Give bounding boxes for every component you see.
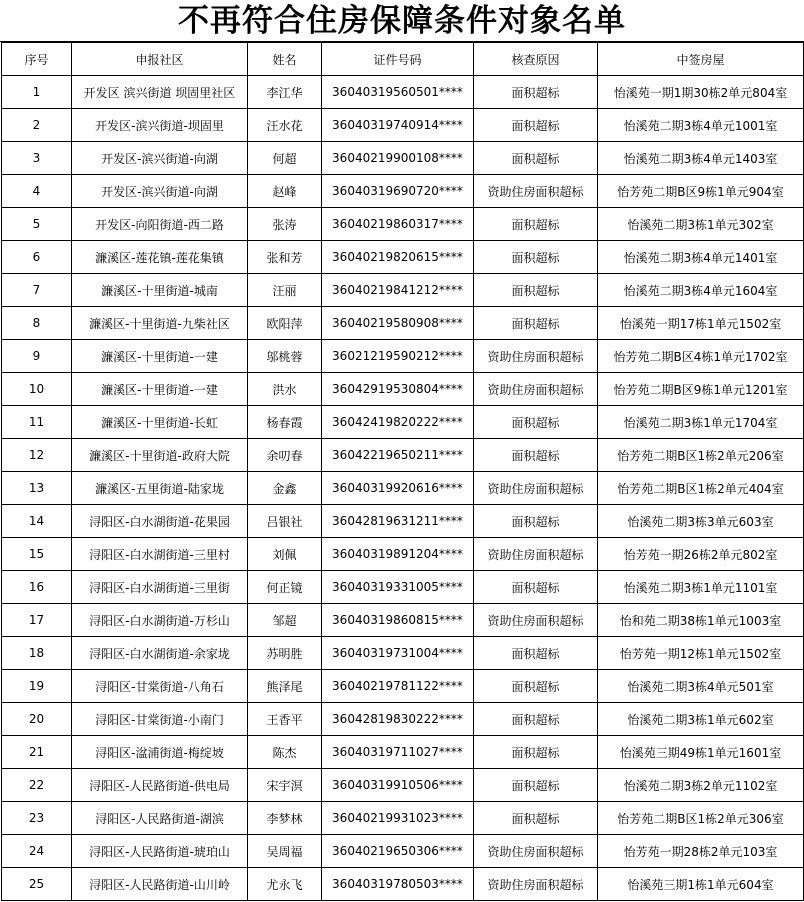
document-title: 不再符合住房保障条件对象名单 <box>0 0 804 42</box>
cell-id-number: 36021219590212**** <box>322 340 474 373</box>
table-row <box>2 373 804 406</box>
cell-id-number: 36040219820615**** <box>322 241 474 274</box>
table-row <box>2 340 804 373</box>
cell-seq: 2 <box>2 109 72 142</box>
cell-name: 宋宇溟 <box>248 769 322 802</box>
cell-community: 濂溪区-莲花镇-莲花集镇 <box>72 241 248 274</box>
table-row <box>2 175 804 208</box>
header-house: 中签房屋 <box>598 43 804 76</box>
cell-id-number: 36040319740914**** <box>322 109 474 142</box>
cell-house: 怡溪苑一期1期30栋2单元804室 <box>598 76 804 109</box>
table-row <box>2 670 804 703</box>
table-row <box>2 868 804 901</box>
cell-id-number: 36040319920616**** <box>322 472 474 505</box>
cell-id-number: 36040219650306**** <box>322 835 474 868</box>
cell-reason: 资助住房面积超标 <box>474 175 598 208</box>
table-row <box>2 802 804 835</box>
header-seq: 序号 <box>2 43 72 76</box>
cell-name: 何超 <box>248 142 322 175</box>
cell-community: 开发区 滨兴街道 坝固里社区 <box>72 76 248 109</box>
cell-name: 吕银社 <box>248 505 322 538</box>
cell-name: 李梦林 <box>248 802 322 835</box>
cell-reason: 资助住房面积超标 <box>474 373 598 406</box>
cell-id-number: 36040219781122**** <box>322 670 474 703</box>
cell-seq: 8 <box>2 307 72 340</box>
cell-reason: 资助住房面积超标 <box>474 538 598 571</box>
cell-house: 怡溪苑二期3栋2单元1102室 <box>598 769 804 802</box>
cell-id-number: 36040319331005**** <box>322 571 474 604</box>
table-row <box>2 439 804 472</box>
table-row <box>2 307 804 340</box>
cell-name: 陈杰 <box>248 736 322 769</box>
cell-community: 浔阳区-人民路街道-琥珀山 <box>72 835 248 868</box>
cell-house: 怡溪苑二期3栋4单元1001室 <box>598 109 804 142</box>
table-header <box>2 43 804 76</box>
cell-community: 濂溪区-十里街道-一建 <box>72 340 248 373</box>
cell-seq: 21 <box>2 736 72 769</box>
cell-community: 开发区-滨兴街道-坝固里 <box>72 109 248 142</box>
cell-community: 开发区-向阳街道-西二路 <box>72 208 248 241</box>
cell-seq: 22 <box>2 769 72 802</box>
cell-house: 怡芳苑二期B区4栋1单元1702室 <box>598 340 804 373</box>
cell-id-number: 36040219860317**** <box>322 208 474 241</box>
cell-seq: 13 <box>2 472 72 505</box>
table-row <box>2 604 804 637</box>
cell-reason: 面积超标 <box>474 274 598 307</box>
cell-reason: 面积超标 <box>474 439 598 472</box>
cell-reason: 资助住房面积超标 <box>474 868 598 901</box>
table-row <box>2 274 804 307</box>
cell-reason: 面积超标 <box>474 307 598 340</box>
cell-seq: 10 <box>2 373 72 406</box>
cell-id-number: 36042419820222**** <box>322 406 474 439</box>
cell-community: 浔阳区-人民路街道-山川岭 <box>72 868 248 901</box>
table-row <box>2 142 804 175</box>
header-name: 姓名 <box>248 43 322 76</box>
table-row <box>2 76 804 109</box>
cell-id-number: 36040319731004**** <box>322 637 474 670</box>
cell-community: 濂溪区-十里街道-政府大院 <box>72 439 248 472</box>
cell-community: 浔阳区-白水湖街道-三里街 <box>72 571 248 604</box>
cell-name: 邬桃蓉 <box>248 340 322 373</box>
cell-seq: 9 <box>2 340 72 373</box>
cell-house: 怡溪苑二期3栋4单元1403室 <box>598 142 804 175</box>
cell-id-number: 36040319910506**** <box>322 769 474 802</box>
cell-name: 尤永飞 <box>248 868 322 901</box>
cell-house: 怡溪苑二期3栋1单元602室 <box>598 703 804 736</box>
cell-community: 浔阳区-湓浦街道-梅绽坡 <box>72 736 248 769</box>
cell-id-number: 36042819830222**** <box>322 703 474 736</box>
cell-seq: 15 <box>2 538 72 571</box>
cell-reason: 资助住房面积超标 <box>474 604 598 637</box>
cell-seq: 7 <box>2 274 72 307</box>
cell-house: 怡芳苑二期B区9栋1单元1201室 <box>598 373 804 406</box>
cell-house: 怡溪苑一期17栋1单元1502室 <box>598 307 804 340</box>
cell-seq: 3 <box>2 142 72 175</box>
cell-id-number: 36040319780503**** <box>322 868 474 901</box>
cell-id-number: 36040319860815**** <box>322 604 474 637</box>
cell-name: 洪水 <box>248 373 322 406</box>
cell-house: 怡芳苑一期28栋2单元103室 <box>598 835 804 868</box>
cell-community: 浔阳区-甘棠街道-小南门 <box>72 703 248 736</box>
cell-id-number: 36040219900108**** <box>322 142 474 175</box>
cell-name: 汪水花 <box>248 109 322 142</box>
cell-house: 怡溪苑二期3栋1单元1101室 <box>598 571 804 604</box>
cell-reason: 资助住房面积超标 <box>474 472 598 505</box>
cell-community: 开发区-滨兴街道-向湖 <box>72 142 248 175</box>
cell-name: 苏明胜 <box>248 637 322 670</box>
cell-name: 李江华 <box>248 76 322 109</box>
cell-id-number: 36040319891204**** <box>322 538 474 571</box>
cell-house: 怡溪苑三期1栋1单元604室 <box>598 868 804 901</box>
cell-seq: 19 <box>2 670 72 703</box>
cell-seq: 1 <box>2 76 72 109</box>
cell-community: 浔阳区-白水湖街道-万杉山 <box>72 604 248 637</box>
cell-community: 浔阳区-白水湖街道-花果园 <box>72 505 248 538</box>
cell-id-number: 36042919530804**** <box>322 373 474 406</box>
cell-community: 濂溪区-五里街道-陆家垅 <box>72 472 248 505</box>
table-body <box>2 76 804 901</box>
cell-reason: 面积超标 <box>474 505 598 538</box>
cell-name: 张涛 <box>248 208 322 241</box>
cell-house: 怡和苑二期38栋1单元1003室 <box>598 604 804 637</box>
cell-reason: 面积超标 <box>474 208 598 241</box>
cell-community: 浔阳区-白水湖街道-三里村 <box>72 538 248 571</box>
cell-reason: 面积超标 <box>474 76 598 109</box>
cell-seq: 18 <box>2 637 72 670</box>
table-row <box>2 835 804 868</box>
header-row <box>2 43 804 76</box>
table-row <box>2 703 804 736</box>
cell-reason: 面积超标 <box>474 241 598 274</box>
cell-community: 浔阳区-甘棠街道-八角石 <box>72 670 248 703</box>
cell-reason: 面积超标 <box>474 802 598 835</box>
cell-reason: 面积超标 <box>474 670 598 703</box>
cell-id-number: 36040219841212**** <box>322 274 474 307</box>
table-row <box>2 769 804 802</box>
cell-name: 王香平 <box>248 703 322 736</box>
cell-name: 张和芳 <box>248 241 322 274</box>
cell-seq: 24 <box>2 835 72 868</box>
cell-seq: 25 <box>2 868 72 901</box>
cell-house: 怡溪苑二期3栋1单元302室 <box>598 208 804 241</box>
header-id-number: 证件号码 <box>322 43 474 76</box>
cell-reason: 资助住房面积超标 <box>474 340 598 373</box>
cell-name: 熊泽尾 <box>248 670 322 703</box>
cell-community: 濂溪区-十里街道-城南 <box>72 274 248 307</box>
cell-seq: 17 <box>2 604 72 637</box>
cell-seq: 20 <box>2 703 72 736</box>
cell-name: 赵峰 <box>248 175 322 208</box>
cell-house: 怡芳苑一期26栋2单元802室 <box>598 538 804 571</box>
header-community: 申报社区 <box>72 43 248 76</box>
cell-house: 怡溪苑二期3栋4单元1401室 <box>598 241 804 274</box>
cell-seq: 12 <box>2 439 72 472</box>
cell-community: 濂溪区-十里街道-一建 <box>72 373 248 406</box>
table-row <box>2 109 804 142</box>
cell-community: 浔阳区-白水湖街道-余家垅 <box>72 637 248 670</box>
table-row <box>2 637 804 670</box>
header-reason: 核查原因 <box>474 43 598 76</box>
cell-reason: 面积超标 <box>474 769 598 802</box>
cell-community: 浔阳区-人民路街道-供电局 <box>72 769 248 802</box>
cell-seq: 16 <box>2 571 72 604</box>
cell-id-number: 36042219650211**** <box>322 439 474 472</box>
cell-community: 濂溪区-十里街道-长虹 <box>72 406 248 439</box>
cell-seq: 11 <box>2 406 72 439</box>
cell-house: 怡芳苑二期B区9栋1单元904室 <box>598 175 804 208</box>
cell-name: 何正镜 <box>248 571 322 604</box>
cell-name: 欧阳萍 <box>248 307 322 340</box>
cell-name: 余叨春 <box>248 439 322 472</box>
cell-reason: 面积超标 <box>474 736 598 769</box>
cell-reason: 面积超标 <box>474 637 598 670</box>
cell-name: 吴周福 <box>248 835 322 868</box>
cell-reason: 资助住房面积超标 <box>474 835 598 868</box>
cell-reason: 面积超标 <box>474 571 598 604</box>
cell-seq: 6 <box>2 241 72 274</box>
cell-name: 杨春霞 <box>248 406 322 439</box>
table-row <box>2 505 804 538</box>
cell-id-number: 36040219580908**** <box>322 307 474 340</box>
cell-id-number: 36042819631211**** <box>322 505 474 538</box>
cell-community: 濂溪区-十里街道-九柴社区 <box>72 307 248 340</box>
cell-community: 浔阳区-人民路街道-湖滨 <box>72 802 248 835</box>
table-row <box>2 406 804 439</box>
cell-seq: 14 <box>2 505 72 538</box>
table-row <box>2 472 804 505</box>
cell-id-number: 36040319690720**** <box>322 175 474 208</box>
table-row <box>2 241 804 274</box>
cell-house: 怡溪苑二期3栋4单元1604室 <box>598 274 804 307</box>
cell-id-number: 36040319711027**** <box>322 736 474 769</box>
cell-house: 怡芳苑一期12栋1单元1502室 <box>598 637 804 670</box>
table-row <box>2 736 804 769</box>
cell-name: 金鑫 <box>248 472 322 505</box>
cell-house: 怡芳苑二期B区1栋2单元404室 <box>598 472 804 505</box>
cell-community: 开发区-滨兴街道-向湖 <box>72 175 248 208</box>
cell-house: 怡溪苑二期3栋1单元1704室 <box>598 406 804 439</box>
table-row <box>2 538 804 571</box>
cell-name: 汪丽 <box>248 274 322 307</box>
cell-reason: 面积超标 <box>474 142 598 175</box>
cell-reason: 面积超标 <box>474 109 598 142</box>
cell-reason: 面积超标 <box>474 703 598 736</box>
cell-id-number: 36040319560501**** <box>322 76 474 109</box>
table-row <box>2 571 804 604</box>
cell-name: 邹超 <box>248 604 322 637</box>
table-row <box>2 208 804 241</box>
cell-house: 怡溪苑三期49栋1单元1601室 <box>598 736 804 769</box>
roster-table <box>1 42 804 901</box>
cell-house: 怡芳苑二期B区1栋2单元306室 <box>598 802 804 835</box>
cell-house: 怡溪苑二期3栋3单元603室 <box>598 505 804 538</box>
cell-seq: 4 <box>2 175 72 208</box>
cell-seq: 5 <box>2 208 72 241</box>
cell-name: 刘佩 <box>248 538 322 571</box>
cell-reason: 面积超标 <box>474 406 598 439</box>
cell-house: 怡溪苑二期3栋4单元501室 <box>598 670 804 703</box>
cell-seq: 23 <box>2 802 72 835</box>
cell-id-number: 36040219931023**** <box>322 802 474 835</box>
cell-house: 怡芳苑二期B区1栋2单元206室 <box>598 439 804 472</box>
